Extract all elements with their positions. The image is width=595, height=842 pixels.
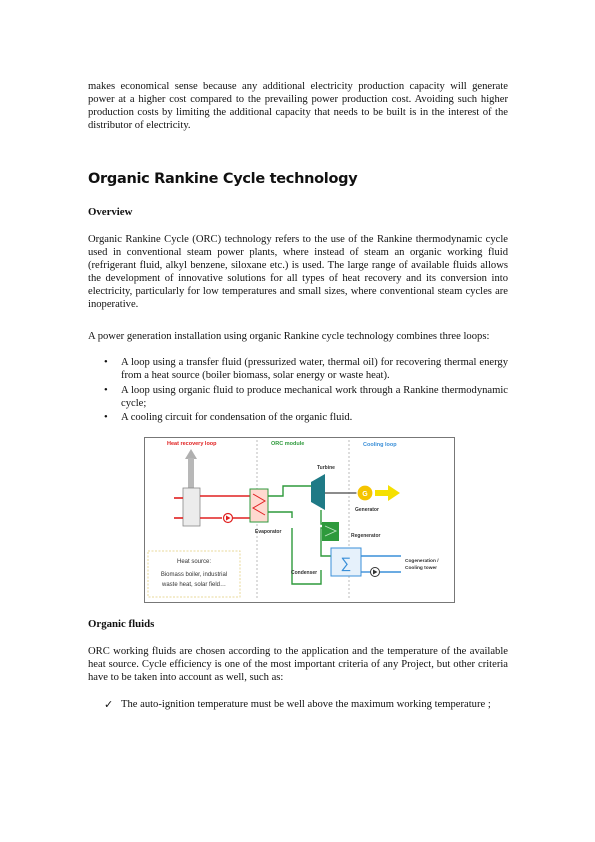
intro-paragraph: makes economical sense because any additional electricity production capacity will generate power at a higher cost compared to the prevailing power production cost. Avoiding such higher production costs by limiting the additional capacity that needs to be built is in the interest of the distributor of electricity. [88,81,508,131]
regenerator-icon [322,522,339,541]
bullet-text: A loop using a transfer fluid (pressurized water, thermal oil) for recovering thermal energy from a heat source (boiler biomass, solar energy or waste heat). [121,357,508,381]
cooling-loop-label: Cooling loop [363,442,397,448]
condenser-label: Condenser [291,570,318,576]
electricity-arrow-icon [375,485,400,501]
svg-text:∑: ∑ [340,555,352,572]
regenerator-label: Regenerator [351,533,381,539]
overview-paragraph-2: A power generation installation using organic Rankine cycle technology combines three loops: [88,331,490,342]
bullet-icon: • [104,412,108,423]
orc-diagram [144,437,455,603]
heat-source-line-1: Biomass boiler, industrial [160,572,228,578]
orc-module-label: ORC module [271,441,305,447]
cooling-loop-pipes [361,556,401,572]
bullet-item [104,411,508,424]
bullet-text: A loop using organic fluid to produce mechanical work through a Rankine thermodynamic cycle; [121,385,508,409]
turbine-label: Turbine [317,465,335,471]
evaporator-icon [250,489,268,522]
fluids-heading: Organic fluids [88,618,155,630]
cogeneration-label: Cogeneration / [405,559,439,564]
bullet-icon: • [104,385,108,396]
cooling-tower-label: Cooling tower [405,566,437,571]
overview-heading: Overview [88,206,133,218]
bullet-item [104,384,508,410]
bullet-item [104,356,508,382]
generator-symbol: G [362,491,368,498]
evaporator-label: Evaporator [255,529,282,535]
heat-source-unit [183,488,200,526]
generator-label: Generator [355,507,379,513]
heat-recovery-loop-label: Heat recovery loop [167,441,217,447]
overview-paragraph-1: Organic Rankine Cycle (ORC) technology refers to the use of the Rankine thermodynamic cycle used in conventional steam power plants, where instead of steam an organic working fluid (refrigerant fluid, alkyl benzene, siloxane etc.) is used. The large range of available fluids allows the development of innovative solutions for all types of heat recovery and its conversion into electricity, particularly for low temperatures and small sizes, where conventional steam cycles are inoperative. [88,234,508,310]
chimney-arrow-icon [185,449,197,488]
turbine-icon [311,474,325,510]
fluids-paragraph: ORC working fluids are chosen according to the application and the temperature of the available heat source. Cycle efficiency is one of the most important criteria of any Project, but other criteria have to be taken into account as well, such as: [88,646,508,683]
section-title: Organic Rankine Cycle technology [88,171,358,187]
bullet-icon: • [104,357,108,368]
checkmark-icon: ✓ [104,698,114,711]
heat-source-line-2: waste heat, solar field… [161,582,227,588]
condenser-icon [331,548,361,576]
criteria-item [104,698,508,711]
criteria-text: The auto-ignition temperature must be well above the maximum working temperature ; [121,699,491,710]
heat-source-title: Heat source: [176,559,212,565]
bullet-text: A cooling circuit for condensation of the organic fluid. [121,412,353,423]
